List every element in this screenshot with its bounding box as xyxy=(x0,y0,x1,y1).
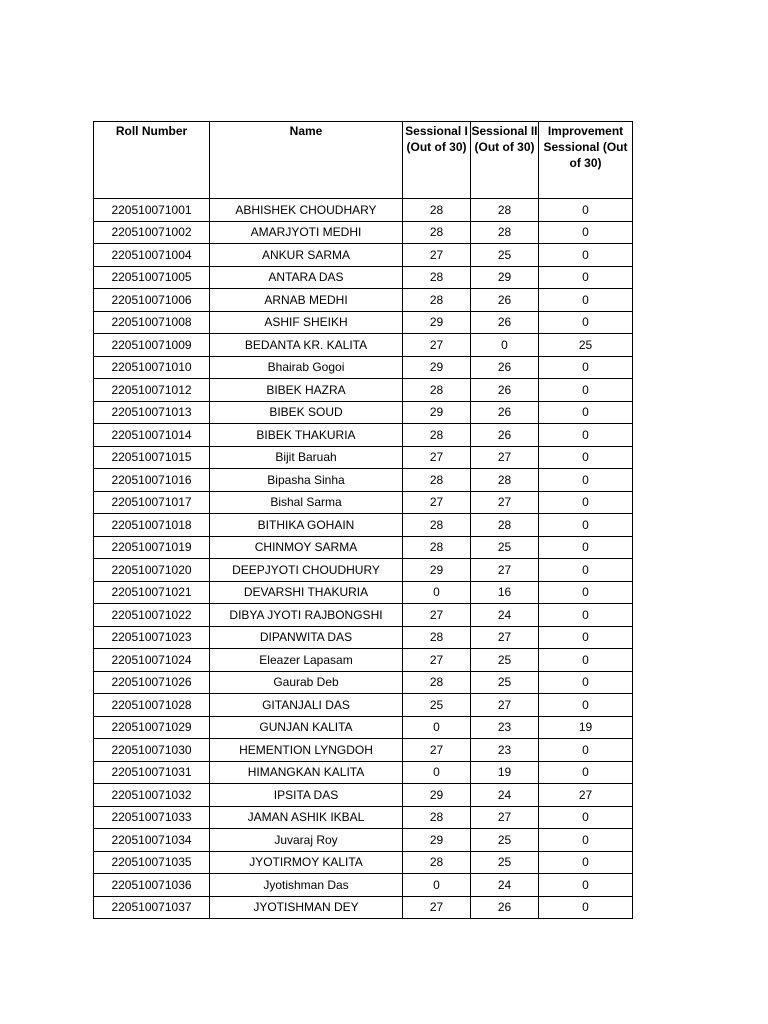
table-row xyxy=(94,784,633,807)
improvement-cell: 0 xyxy=(539,514,633,537)
sessional-1-cell: 27 xyxy=(403,896,471,919)
sessional-2-cell: 27 xyxy=(471,694,539,717)
name-cell: HEMENTION LYNGDOH xyxy=(210,739,403,762)
sessional-2-cell: 16 xyxy=(471,581,539,604)
sessional-1-cell: 29 xyxy=(403,356,471,379)
sessional-1-cell: 28 xyxy=(403,379,471,402)
sessional-2-cell: 23 xyxy=(471,716,539,739)
roll-number-cell: 220510071021 xyxy=(94,581,210,604)
table-row xyxy=(94,851,633,874)
roll-number-cell: 220510071036 xyxy=(94,874,210,897)
improvement-cell: 27 xyxy=(539,784,633,807)
name-cell: BIBEK HAZRA xyxy=(210,379,403,402)
roll-number-cell: 220510071010 xyxy=(94,356,210,379)
improvement-cell: 0 xyxy=(539,244,633,267)
name-cell: ABHISHEK CHOUDHARY xyxy=(210,199,403,222)
name-cell: BEDANTA KR. KALITA xyxy=(210,334,403,357)
sessional-2-cell: 19 xyxy=(471,761,539,784)
improvement-cell: 0 xyxy=(539,446,633,469)
improvement-cell: 0 xyxy=(539,536,633,559)
roll-number-cell: 220510071001 xyxy=(94,199,210,222)
name-cell: ANKUR SARMA xyxy=(210,244,403,267)
roll-number-cell: 220510071037 xyxy=(94,896,210,919)
name-cell: ANTARA DAS xyxy=(210,266,403,289)
sessional-2-cell: 25 xyxy=(471,244,539,267)
table-row xyxy=(94,221,633,244)
table-row xyxy=(94,401,633,424)
table-row xyxy=(94,626,633,649)
roll-number-cell: 220510071029 xyxy=(94,716,210,739)
name-cell: BIBEK THAKURIA xyxy=(210,424,403,447)
roll-number-cell: 220510071022 xyxy=(94,604,210,627)
table-row xyxy=(94,266,633,289)
roll-number-cell: 220510071014 xyxy=(94,424,210,447)
name-cell: BITHIKA GOHAIN xyxy=(210,514,403,537)
table-row xyxy=(94,334,633,357)
improvement-cell: 0 xyxy=(539,671,633,694)
table-row xyxy=(94,446,633,469)
improvement-cell: 0 xyxy=(539,851,633,874)
sessional-1-cell: 27 xyxy=(403,491,471,514)
sessional-2-cell: 25 xyxy=(471,851,539,874)
sessional-1-cell: 28 xyxy=(403,424,471,447)
roll-number-cell: 220510071016 xyxy=(94,469,210,492)
sessional-2-cell: 25 xyxy=(471,536,539,559)
improvement-cell: 0 xyxy=(539,401,633,424)
roll-number-cell: 220510071008 xyxy=(94,311,210,334)
sessional-1-cell: 28 xyxy=(403,514,471,537)
marks-table xyxy=(93,121,633,919)
sessional-2-cell: 26 xyxy=(471,379,539,402)
table-row xyxy=(94,716,633,739)
roll-number-cell: 220510071018 xyxy=(94,514,210,537)
roll-number-cell: 220510071004 xyxy=(94,244,210,267)
sessional-1-cell: 27 xyxy=(403,604,471,627)
roll-number-cell: 220510071006 xyxy=(94,289,210,312)
roll-number-cell: 220510071032 xyxy=(94,784,210,807)
sessional-1-cell: 0 xyxy=(403,581,471,604)
roll-number-cell: 220510071012 xyxy=(94,379,210,402)
sessional-2-cell: 26 xyxy=(471,401,539,424)
sessional-1-cell: 29 xyxy=(403,784,471,807)
sessional-2-cell: 26 xyxy=(471,896,539,919)
name-cell: JAMAN ASHIK IKBAL xyxy=(210,806,403,829)
name-cell: GUNJAN KALITA xyxy=(210,716,403,739)
sessional-2-cell: 27 xyxy=(471,491,539,514)
sessional-2-cell: 27 xyxy=(471,559,539,582)
name-cell: CHINMOY SARMA xyxy=(210,536,403,559)
improvement-cell: 0 xyxy=(539,829,633,852)
table-row xyxy=(94,379,633,402)
improvement-cell: 0 xyxy=(539,379,633,402)
sessional-1-cell: 28 xyxy=(403,469,471,492)
sessional-2-cell: 28 xyxy=(471,514,539,537)
sessional-1-cell: 0 xyxy=(403,761,471,784)
sessional-1-cell: 27 xyxy=(403,334,471,357)
name-cell: HIMANGKAN KALITA xyxy=(210,761,403,784)
sessional-1-cell: 28 xyxy=(403,266,471,289)
sessional-1-cell: 25 xyxy=(403,694,471,717)
sessional-1-cell: 27 xyxy=(403,649,471,672)
table-row xyxy=(94,536,633,559)
sessional-1-cell: 29 xyxy=(403,559,471,582)
table-row xyxy=(94,739,633,762)
roll-number-cell: 220510071017 xyxy=(94,491,210,514)
sessional-2-cell: 26 xyxy=(471,356,539,379)
table-row xyxy=(94,491,633,514)
roll-number-cell: 220510071035 xyxy=(94,851,210,874)
sessional-1-cell: 28 xyxy=(403,289,471,312)
roll-number-cell: 220510071020 xyxy=(94,559,210,582)
name-cell: Bijit Baruah xyxy=(210,446,403,469)
table-row xyxy=(94,581,633,604)
roll-number-cell: 220510071002 xyxy=(94,221,210,244)
header-name: Name xyxy=(210,122,403,199)
sessional-2-cell: 25 xyxy=(471,671,539,694)
sessional-2-cell: 27 xyxy=(471,626,539,649)
name-cell: ARNAB MEDHI xyxy=(210,289,403,312)
name-cell: ASHIF SHEIKH xyxy=(210,311,403,334)
roll-number-cell: 220510071005 xyxy=(94,266,210,289)
sessional-2-cell: 28 xyxy=(471,221,539,244)
name-cell: DEEPJYOTI CHOUDHURY xyxy=(210,559,403,582)
table-row xyxy=(94,896,633,919)
roll-number-cell: 220510071013 xyxy=(94,401,210,424)
sessional-2-cell: 29 xyxy=(471,266,539,289)
name-cell: IPSITA DAS xyxy=(210,784,403,807)
improvement-cell: 0 xyxy=(539,491,633,514)
name-cell: BIBEK SOUD xyxy=(210,401,403,424)
improvement-cell: 0 xyxy=(539,896,633,919)
roll-number-cell: 220510071026 xyxy=(94,671,210,694)
sessional-1-cell: 28 xyxy=(403,626,471,649)
sessional-2-cell: 28 xyxy=(471,199,539,222)
improvement-cell: 0 xyxy=(539,266,633,289)
improvement-cell: 0 xyxy=(539,626,633,649)
name-cell: Jyotishman Das xyxy=(210,874,403,897)
sessional-1-cell: 0 xyxy=(403,716,471,739)
improvement-cell: 0 xyxy=(539,739,633,762)
header-sessional-1: Sessional I (Out of 30) xyxy=(403,122,471,199)
sessional-1-cell: 28 xyxy=(403,671,471,694)
improvement-cell: 0 xyxy=(539,469,633,492)
sessional-1-cell: 29 xyxy=(403,311,471,334)
roll-number-cell: 220510071028 xyxy=(94,694,210,717)
table-row xyxy=(94,514,633,537)
sessional-1-cell: 28 xyxy=(403,199,471,222)
table-row xyxy=(94,761,633,784)
sessional-1-cell: 29 xyxy=(403,829,471,852)
improvement-cell: 0 xyxy=(539,199,633,222)
header-row xyxy=(94,122,633,199)
roll-number-cell: 220510071019 xyxy=(94,536,210,559)
table-row xyxy=(94,604,633,627)
sessional-2-cell: 27 xyxy=(471,446,539,469)
sessional-2-cell: 26 xyxy=(471,424,539,447)
name-cell: Bishal Sarma xyxy=(210,491,403,514)
sessional-2-cell: 24 xyxy=(471,604,539,627)
name-cell: JYOTISHMAN DEY xyxy=(210,896,403,919)
sessional-2-cell: 24 xyxy=(471,874,539,897)
name-cell: DIBYA JYOTI RAJBONGSHI xyxy=(210,604,403,627)
name-cell: GITANJALI DAS xyxy=(210,694,403,717)
table-row xyxy=(94,469,633,492)
improvement-cell: 0 xyxy=(539,221,633,244)
roll-number-cell: 220510071023 xyxy=(94,626,210,649)
name-cell: DEVARSHI THAKURIA xyxy=(210,581,403,604)
sessional-1-cell: 27 xyxy=(403,739,471,762)
improvement-cell: 0 xyxy=(539,356,633,379)
table-row xyxy=(94,244,633,267)
improvement-cell: 0 xyxy=(539,874,633,897)
table-row xyxy=(94,694,633,717)
improvement-cell: 19 xyxy=(539,716,633,739)
sessional-1-cell: 28 xyxy=(403,806,471,829)
table-header xyxy=(94,122,633,199)
sessional-1-cell: 28 xyxy=(403,536,471,559)
roll-number-cell: 220510071034 xyxy=(94,829,210,852)
sessional-1-cell: 0 xyxy=(403,874,471,897)
sessional-2-cell: 28 xyxy=(471,469,539,492)
sessional-2-cell: 24 xyxy=(471,784,539,807)
table-row xyxy=(94,559,633,582)
table-row xyxy=(94,356,633,379)
name-cell: Gaurab Deb xyxy=(210,671,403,694)
improvement-cell: 0 xyxy=(539,289,633,312)
improvement-cell: 0 xyxy=(539,581,633,604)
table-row xyxy=(94,671,633,694)
table-row xyxy=(94,289,633,312)
table-body xyxy=(94,199,633,919)
table-row xyxy=(94,649,633,672)
header-sessional-2: Sessional II (Out of 30) xyxy=(471,122,539,199)
sessional-1-cell: 27 xyxy=(403,244,471,267)
improvement-cell: 0 xyxy=(539,424,633,447)
roll-number-cell: 220510071009 xyxy=(94,334,210,357)
sessional-2-cell: 25 xyxy=(471,829,539,852)
header-improvement-sessional: Improvement Sessional (Out of 30) xyxy=(539,122,633,199)
name-cell: Juvaraj Roy xyxy=(210,829,403,852)
improvement-cell: 0 xyxy=(539,311,633,334)
improvement-cell: 0 xyxy=(539,761,633,784)
improvement-cell: 0 xyxy=(539,649,633,672)
improvement-cell: 0 xyxy=(539,604,633,627)
roll-number-cell: 220510071015 xyxy=(94,446,210,469)
roll-number-cell: 220510071031 xyxy=(94,761,210,784)
sessional-1-cell: 27 xyxy=(403,446,471,469)
sessional-2-cell: 27 xyxy=(471,806,539,829)
table-row xyxy=(94,311,633,334)
sessional-2-cell: 23 xyxy=(471,739,539,762)
name-cell: Eleazer Lapasam xyxy=(210,649,403,672)
improvement-cell: 25 xyxy=(539,334,633,357)
sessional-2-cell: 26 xyxy=(471,289,539,312)
improvement-cell: 0 xyxy=(539,694,633,717)
roll-number-cell: 220510071033 xyxy=(94,806,210,829)
name-cell: Bipasha Sinha xyxy=(210,469,403,492)
table-row xyxy=(94,806,633,829)
improvement-cell: 0 xyxy=(539,806,633,829)
name-cell: Bhairab Gogoi xyxy=(210,356,403,379)
sessional-1-cell: 29 xyxy=(403,401,471,424)
improvement-cell: 0 xyxy=(539,559,633,582)
sessional-2-cell: 26 xyxy=(471,311,539,334)
sessional-1-cell: 28 xyxy=(403,851,471,874)
roll-number-cell: 220510071030 xyxy=(94,739,210,762)
table-row xyxy=(94,424,633,447)
name-cell: JYOTIRMOY KALITA xyxy=(210,851,403,874)
name-cell: DIPANWITA DAS xyxy=(210,626,403,649)
sessional-1-cell: 28 xyxy=(403,221,471,244)
sessional-2-cell: 25 xyxy=(471,649,539,672)
name-cell: AMARJYOTI MEDHI xyxy=(210,221,403,244)
roll-number-cell: 220510071024 xyxy=(94,649,210,672)
table-row xyxy=(94,874,633,897)
table-row xyxy=(94,199,633,222)
table-row xyxy=(94,829,633,852)
header-roll-number: Roll Number xyxy=(94,122,210,199)
sessional-2-cell: 0 xyxy=(471,334,539,357)
